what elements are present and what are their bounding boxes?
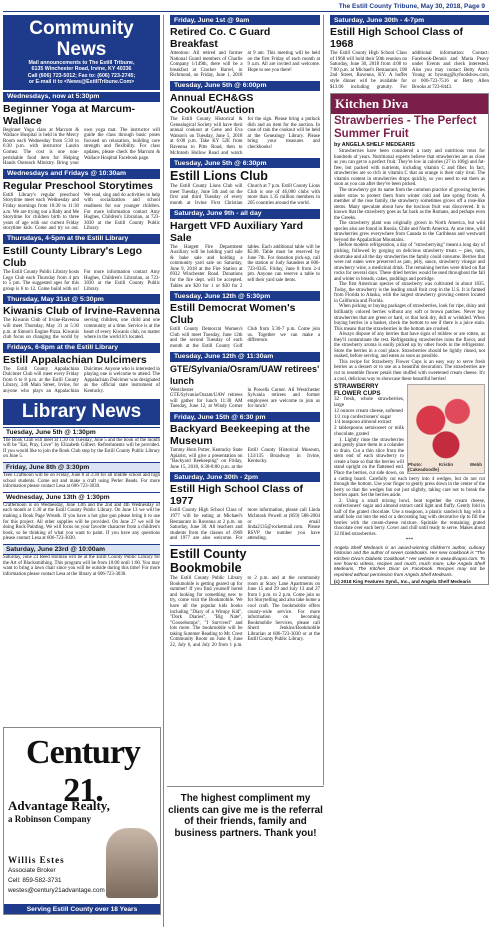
newspaper-page [3, 3, 489, 929]
phone-line: Call (606) 723-5012; Fax to: (606) 723-2745; [27, 72, 136, 79]
event-date-banner: Tuesday, June 5th @ 6:30pm [170, 158, 320, 168]
event-kiwanis [3, 294, 160, 340]
article-paragraph: Strawberries have been considered a tasty and nutritious treat for hundreds of years. Nutritional experts believe that strawberries are as close as you can get to a perfect fruit. They're low in calories (27 in 100g) and fat-free, but packed with nutrients, including vitamin C and fiber. In fact, strawberries are so rich in vitamin C that an orange is their only rival. The vitamin content in strawberries drops quickly, so you need to eat them as soon as you can after they've been picked. [334, 149, 485, 188]
event-cookout [170, 81, 320, 156]
event-storytimes [3, 169, 160, 232]
kitchen-diva-column [330, 93, 489, 585]
kitchen-diva-header: Kitchen Diva [331, 94, 488, 114]
event-date-banner: Fridays, 6-8pm at the Estill Library [3, 343, 160, 353]
article-paragraph: This recipe for Strawberry Flower Cups is an easy way to serve fresh berries as a dessert or to use as a beautiful decoration. The strawberries are cut to resemble flower petals then stuffed with sweetened cream cheese. It's a cool, delicious way to showcase these beautiful berries! [334, 359, 485, 382]
referral-quote: The highest compliment my clients can give me is the referral of their friends, family and business partners. Thank you! [168, 793, 323, 839]
event-title: GTE/Sylvania/Osram/UAW retirees' lunch [170, 363, 320, 386]
community-news-header [3, 15, 160, 90]
address-line: 6135 Winchester Road, Irvine, KY 40336 [31, 66, 132, 73]
agent-cell: Cell: 859-582-3731 [8, 877, 62, 884]
ingredient: 1/2 cup confectioners' sugar [334, 413, 392, 420]
event-title: Estill Appalachian Dulcimers [3, 353, 147, 366]
community-news-title: Community News [29, 18, 134, 60]
event-date-banner: Friday, June 15th @ 6:30 pm [170, 412, 320, 422]
century21-logo: Century 21. [26, 734, 140, 809]
event-date-banner: Tuesday, June 12th @ 5:30pm [170, 291, 320, 301]
event-title: Beginner Yoga at Marcum-Wallace [3, 102, 136, 127]
library-date-banner: Wednesday, June 13th @ 1:30pm [3, 492, 160, 503]
event-body: The Hargett Fire Department Auxiliary will be holding yard sale & bake sale and holding a community yard sale on Saturday, June 9, 2018 at the Fire Station at 6932 Winchester Road. Donations for the fire dept. will be accepted. Tables are $20 for 1 or $30 for 2 tables. Each additional table will be $5.00. Table must be reserved by June 7th. For donation pick-up, call the station or Judy Saunders at 606-723-0345. Friday, June 8 from 2-4 pm. Anyone can reserve a table to sell their yard sale items. [170, 244, 320, 289]
event-body: The Estill County High School Class of 1968 will hold their 50th reunion on Saturday, June 30, 2018 from 4:00 to 7:00 p.m. at Michael's Restaurant, 108 2nd Street, Ravenna, KY. A buffet style dinner will be available for $13.00 including gratuity. For additional information: Contact: Facebook-Dennis and Maria Peavy under Events and check interested. Also you may contact Betty Arvin Young at byoung@kyfoodshow.com, or 606-723-7516 or Betty Allen Brooks at 723-8443. [330, 51, 489, 90]
library-date-banner: Friday, June 8th @ 3:30pm [3, 462, 160, 473]
event-class-1977 [170, 472, 320, 542]
library-body: Saturday, June 23 Reed Holman will be at the Estill County Public Library for the Art of Blacksmithing. This program will be from 10:00 until 1:00. You may want to bring a lawn chair since you will be outside during this time! For more information please contact Lesa at the library at 606-723-3030. [3, 554, 160, 577]
event-class-1968 [330, 15, 489, 90]
recipe-title: STRAWBERRY FLOWER CUPS [334, 383, 381, 398]
event-body: Westchester GTE/Sylvania/Osram/UAW retirees will gather for lunch 11:30 AM Tuesday, June 12, at Windy Corner in Powells Corner. All Westchester Sylvania retirees and former employees are welcome to join us for lunch! [170, 387, 320, 410]
event-date-banner: Thursdays, 4-5pm at the Estill Library [3, 234, 160, 244]
strawberry-photo [407, 384, 485, 474]
column-middle [167, 15, 324, 785]
event-date-banner: Friday, June 1st @ 9am [170, 15, 320, 25]
event-date-banner: Tuesday, June 5th @ 6:00pm [170, 81, 320, 91]
event-body: Estill County High School Class of 1977 will be eating at Michael's Restaurant in Ravenna at 2 p.m. on Saturday, June 30. All teachers and students from the classes of 1969 and 1977 are also welcome. For more information, please call Linda McIntosh Powell at (859) 588-2004 or email linda2135@rocketmail.com. Please RSVP the number you have attending. [170, 508, 320, 542]
mail-line: Mail announcements to The Estill Tribune, [28, 60, 135, 66]
event-title: Estill High School Class of 1977 [170, 483, 304, 508]
event-body: The Estill County Public Library hosts Lego Club each Thursday from 4 pm to 5 pm. The suggested ages for this group is 6 to 12. Come build with us! For more information contact Amy Hughes, Children's Librarian, at 723-3030 at the Estill County Public Library. [3, 269, 160, 292]
article-paragraph: The strawberry plant was originally grown in North America, but wild species also are found in Russia, Chile and North America. At one time, wild strawberries grew everywhere from Canada to the Caribbean and westward beyond the Appalachian Mountains. [334, 221, 485, 243]
event-title: Estill County Library's Lego Club [3, 244, 143, 269]
event-title: Backyard Beekeeping at the Museum [170, 423, 311, 447]
event-title: Regular Preschool Storytimes [3, 179, 153, 192]
article-body [331, 149, 488, 584]
event-dulcimers [3, 343, 160, 395]
author-bio: Angela Shelf Medearis is an award-winning children's author, culinary historian and the author of seven cookbooks. Her new cookbook is "The Kitchen Diva's Diabetic Cookbook." Her website is www.divapro.com. To see how-to videos, recipes and much, much more, Like Angela Shelf Medearis, The Kitchen Diva! on Facebook. Recipes may not be reprinted without permission from Angela Shelf Medearis. [334, 545, 485, 577]
article-title: Strawberries - The Perfect Summer Fruit [334, 115, 477, 141]
article-paragraph: When picking or buying packages of strawberries, look for ripe, shiny and brilliantly colored berries without any soft or brown patches. Never buy strawberries that are green or hard, or that look dry, dull or wrinkled. When buying berries in a basket, check the bottom to see if there is a juice stain. This means that the strawberries in the bottom are crushed. [334, 304, 485, 332]
agent-photo [106, 828, 158, 898]
event-body: The Estill County Lions Club will meet Tuesday, June 5th and on the first and third Tuesday of every month at Irvine First Christian Church at 7 p.m. Estill County Lions Club is one of 46,000 clubs with more than 1.35 million members in 205 countries around the world. [170, 184, 320, 206]
advantage-realty: Advantage Realty, [8, 798, 110, 813]
event-body: The Estill County Public Library Bookmobile is getting geared up for summer! If you find yourself bored and looking for something new to try, come visit the Bookmobile. We have all the popular kids books including "Diary of a Wimpy Kid", "Dork Diaries", "Big Nate", "Goosebumps", "I Survived" and lots more. The bookmobile will be taking Summer Reading to Mt. Crest Community Room on June 8, June 22, July 6, and July 20 from 1 p.m. to 2 p.m. and at the community room at Stacy Lane Apartments on June 15 and 29 and July 13 and 27 from 1 p.m. to 2 p.m. Come join us for Storytelling and also take home a cool craft. The bookmobile offers county-wide service. For more information on becoming Bookmobile Services, please call Sherri Jenkins/Bookmobile Librarian at 606-723-3030 or at the Estill County Public Library. [170, 575, 320, 649]
event-title: Estill Democrat Women's Club [170, 302, 296, 327]
event-body: Beginner Yoga class at Marcum & Wallace Hospital is held in the Mercy Room each Wednesday from 5:30 to 6:30 p.m. with instructor Laurin Gomez. The cost is one non-perishable food item for Helping Hands Outreach Ministry. Bring your own yoga mat. The instructor will guide the class through basic poses focused on relaxation, building core strength and flexibility. For class updates, please check the Marcum & Wallace Hospital Facebook page. [3, 127, 160, 167]
library-item-crafternoon [3, 492, 160, 542]
event-date-banner: Saturday, June 9th - all day [170, 209, 320, 219]
ingredient: 1/4 teaspoon almond extract [334, 419, 392, 426]
event-title: Estill High School Class of 1968 [330, 26, 464, 50]
library-item-blacksmithing [3, 544, 160, 577]
email-line: or E-mail it to <News@EstillTribune.Com> [28, 79, 135, 86]
running-header: The Estill County Tribune, May 30, 2018, Page 9 [3, 3, 489, 12]
event-date-banner: Tuesday, June 12th @ 11:30am [170, 352, 320, 362]
event-lego-club [3, 234, 160, 292]
century21-ad [3, 727, 161, 915]
library-news-title: Library News [21, 400, 142, 422]
article-paragraph: Always dispose of any berries that have signs of mildew or are rotten, as they'll contaminate the rest. Refrigerating strawberries ruins the flavor, and the strawberry aroma is easily picked up by other foods in the refrigerator. Store the berries in a cool place. Strawberries should be lightly rinsed, not soaked, before serving, and eaten as soon as possible. [334, 332, 485, 360]
column-right [327, 15, 489, 927]
library-item-book-club [3, 427, 160, 460]
event-title: Annual ECH&GS Cookout/Auction [170, 91, 255, 116]
event-date-banner: Wednesdays and Fridays @ 10:30am [3, 169, 160, 179]
ingredient: 12 ounces cream cheese, softened [334, 407, 403, 414]
event-democrat-women [170, 291, 320, 349]
copyright: (c) 2018 King Features Synd., Inc., and Angela Shelf Medearis [334, 578, 471, 584]
agent-name: Willis Estes [8, 855, 65, 865]
event-retirees-lunch [170, 352, 320, 410]
agent-email: westes@century21advantage.com [8, 887, 105, 894]
event-date-banner: Saturday, June 30th - 2pm [170, 472, 320, 482]
robinson-company: a Robinson Company [8, 814, 92, 824]
event-yoga [3, 92, 160, 167]
article-paragraph: Before modern refrigeration, a day of "strawberrying" meant a long day of picking, followed by gorging on delicious strawberry treats -- pies, tarts, shortcake and all the day strawberries the family could consume. Berries that were not eaten were preserved as jam, jelly, sauce, strawberry vinegar and strawberry wine, a medicinal drink. The remaining berries were dried on flat rocks for several days. These dried berries would be used throughout the fall and winter in breads, cakes, puddings and porridge. [334, 243, 485, 282]
library-body: Teen Craftnoon will be on Friday, June 8 at 3:30 for all middle school and high school students. Come out and make a craft using Perler Beads. For more information please contact Lesa at 606-723-3030. [3, 473, 160, 490]
event-title: Estill Lions Club [170, 169, 268, 184]
library-date-banner: Saturday, June 23rd @ 10:00am [3, 544, 160, 555]
separator: *** [405, 537, 414, 543]
recipe-step: 2. Using a small mixing bowl, beat together the cream cheese, confectioners' sugar and almond extract until light and fluffy. Gently fold in half of the grated chocolate. Use a teaspoon, a plastic sandwich bag with a small hole cut into the end or a decorating bag with decorative tip to fill the berries with the cream-cheese mixture. Sprinkle the remaining grated chocolate over each berry. Cover and chill until ready to serve. Makes about 32 filled strawberries. [334, 498, 485, 537]
event-title: Hargett VFD Auxiliary Yard Sale [170, 219, 304, 244]
event-body: The Kiwanis Club of Irvine-Ravenna will meet Thursday, May 31 at 5:30 p.m. at Simon's Engine Pizza. Kiwanis club focus on changing the world by serving children, one child and one community at a time. Service is at the heart of every Kiwanis club, no matter where in the world it's located. [3, 318, 160, 341]
event-body: Estill County Democrat Women's Club will meet Tuesday, June 12th and the second Tuesday of each month at the Estill County Golf Club from 5:30-7 p.m. Come join us. Together we can make a difference. [170, 327, 320, 350]
library-body: Crafternoon is on Wednesday, June 13th and the 2nd and 4th Wednesday of each month at 1:30 at the Estill County Public Library. On June 13 we will be making a Book Page Wreath. If you have a hot glue gun please bring it to use for this project. All other supplies will be provided. On June 27 we will be doing Rock Painting. We will focus on your favorite character from a children's book, so be thinking of what you want to paint. If you have any questions please contact Lesa at 606-723-3030. [3, 502, 160, 542]
event-body: Attention: All retired and former National Guard members of Charlie Company 1/149th, there will be a breakfast at Cracker Barrel, in Richmond, on Friday, June 1, 2018 at 9 am. This meeting will be held on the first Friday of each month at 9 a.m. All are invited and welcome. Hope to see you there! [170, 51, 320, 79]
library-body: The Book Club will meet at 1:30 on Tuesday, June 5 and the book of the month will be "Eat, Pray, Love" by Elizabeth Gilbert. Refreshments will be provided. If you would like to join the Book Club stop by the Estill County Public Library on June 5. [3, 437, 160, 460]
event-body: Estill Library's regular preschool Storytime meet each Wednesday and Friday mornings from 10:30 to 11:30 a.m. We are trying out a Baby and Me Storytime for children birth to three years of age with our current Friday storytime kids. Come and try us out. We read, sing and do activities to help with socialization and school readiness for our younger children. For more information contact Amy Hughes, Children's Librarian, at 723-3030 at the Estill County Public Library. [3, 192, 160, 232]
agent-role: Associate Broker [8, 867, 56, 874]
library-date-banner: Tuesday, June 5th @ 1:30pm [3, 427, 160, 438]
event-yard-sale [170, 209, 320, 290]
ingredient: 32 fresh, whole strawberries, large [334, 396, 404, 408]
library-news-header [3, 399, 160, 425]
event-title: Kiwanis Club of Irvine-Ravenna [3, 305, 160, 318]
event-date-banner: Thursday, May 31st @ 5:30pm [3, 294, 160, 304]
event-body: Tammy Horn Potter, Kentucky State Apiarist, will give a presentation on "Backyard Beekeeping" on Friday, June 15, 2018, 6:30-8:00 p.m. at the Estill County Historical Museum, 133/135 Broadway in Irvine, Kentucky. [170, 448, 320, 470]
article-byline: by ANGELA SHELF MEDEARIS [334, 142, 415, 149]
library-item-craftnoon [3, 462, 160, 490]
event-title: Retired Co. C Guard Breakfast [170, 26, 271, 50]
event-date-banner: Wednesdays, now at 5:30pm [3, 92, 160, 102]
event-date-banner: Saturday, June 30th - 4-7pm [330, 15, 489, 25]
event-title: Estill County Bookmobile [170, 545, 320, 575]
ingredient: 2 tablespoons semisweet or milk chocolate, grated [334, 425, 404, 437]
event-body: The Estill County Historical & Genealogical Society will have their annual cookout at Gene and Eva Watson's on Tuesday, June 5, 2018 at 6:00 p.m. Take KY 52E from Ravenna to Pitts Road, then to McIntosh Hollow Road and watch for the sign. Please bring a potluck dish and an item for the auction. In case of rain the cookout will be held at the Genealogy Library. Please bring your treasures and checkbooks! [170, 116, 320, 156]
event-beekeeping [170, 412, 320, 470]
event-lions [170, 158, 320, 206]
recipe-step: 1. Lightly rinse the strawberries and gently place them in a colander to drain. Cut a thin slice from the stem end of each strawberry to create a base so that the berries will stand upright on the flattened end. Place the berries, cut side down, on a cutting board. Carefully cut each berry into 4 wedges, but do not cut through the bottom. Use your finger to gently press down in the center of the berry so that the wedges fan out just slightly, taking care not to break the berries apart. Set the berries aside. [334, 437, 485, 499]
ad-footer: Serving Estill County over 18 Years [4, 904, 160, 914]
photo-credit: Photo: Kristin Webb (Cakeadoodle) [408, 462, 482, 473]
event-guard-breakfast [170, 15, 320, 79]
article-paragraph: The strawberry got its name from the common practice of growing berries under straw to protect them from winter cold and late spring frosts. A member of the rose family, the strawberry sometimes grows off a rose-like stems. Many speculate about how the luscious fruit was discovered. It is known that the strawberry goes as far back as the Romans, and perhaps even the Greeks. [334, 187, 485, 221]
event-bookmobile [170, 545, 320, 649]
article-paragraph: The first American species of strawberry was cultivated in about 1835. Today, the strawberry is the leading small fruit crop in the U.S. It is farmed from Florida to Alaska, with the largest strawberry growing centers located in California and Florida. [334, 282, 485, 304]
event-body: The Estill County Appalachian Dulcimer Club will meet every Friday from 6 to 8 p.m. at the Estill County Library, 246 Main Street, Irvine, for anyone who plays an Appalachian Dulcimer. Anyone who is interested in playing one is welcome to attend. The Appalachian Dulcimer was designated as the official state instrument of Kentucky. [3, 366, 160, 395]
referral-quote-ad [167, 786, 324, 927]
